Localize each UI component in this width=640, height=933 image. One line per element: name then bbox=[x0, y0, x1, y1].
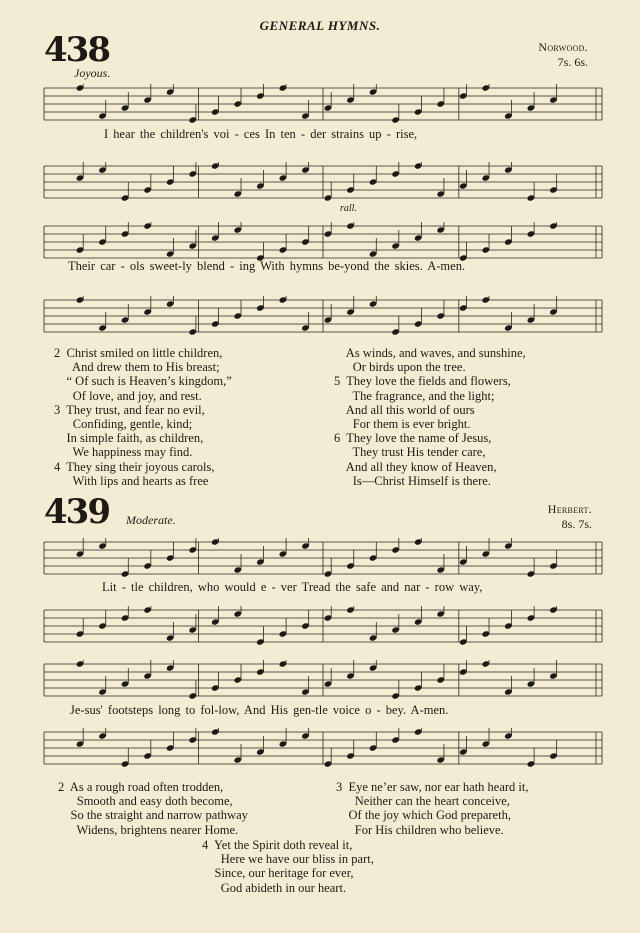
hymn-439-verses-center: 4 Yet the Spirit doth reveal it, Here we have our bliss in part, Since, our heritage for ever, God abideth in our heart. bbox=[202, 838, 374, 895]
hymn-439-lyric-line-1: Lit - tle children, who would e - ver Tread the safe and nar - row way, bbox=[102, 580, 483, 594]
hymn-number-438: 438 bbox=[44, 30, 109, 70]
hymn-439-tempo: Moderate. bbox=[126, 513, 176, 527]
hymn-439-tune-name: Herbert. bbox=[547, 502, 592, 516]
hymn-439-system-2-treble bbox=[40, 660, 606, 700]
hymn-439-lyric-line-2: Je-sus' footsteps long to fol-low, And His gen-tle voice o - bey. A-men. bbox=[70, 703, 449, 717]
hymn-438-verses-right: As winds, and waves, and sunshine, Or birds upon the tree. 5 They love the fields and flowers, The fragrance, and the light; And all this world of ours For them is ever bright. 6 They love the name of Jesus, They trust His tender care, And all they know of Heaven, Is—Christ Himself is there. bbox=[334, 346, 526, 488]
hymn-438-system-1-bass bbox=[40, 162, 606, 202]
hymn-438-tempo: Joyous. bbox=[74, 66, 111, 80]
hymn-438-verses-left: 2 Christ smiled on little children, And drew them to His breast; “ Of such is Heaven’s kingdom,” Of love, and joy, and rest. 3 They trust, and fear no evil, Confiding, gentle, kind; In simple faith, as children, We happiness may find. 4 They sing their joyous carols, With lips and hearts as free bbox=[54, 346, 232, 488]
page-header: GENERAL HYMNS. bbox=[259, 18, 381, 33]
hymn-438-tune-name: Norwood. bbox=[538, 40, 588, 54]
hymn-439-system-2-bass bbox=[40, 728, 606, 768]
hymn-439-tune bbox=[548, 502, 592, 532]
hymn-438-tune bbox=[538, 40, 588, 70]
hymn-439-verses-left: 2 As a rough road often trodden, Smooth and easy doth become, So the straight and narrow pathway Widens, brightens nearer Home. bbox=[58, 780, 248, 837]
hymn-439-system-1-bass bbox=[40, 606, 606, 646]
hymn-439-system-1-treble bbox=[40, 538, 606, 578]
hymn-438-system-2-treble bbox=[40, 222, 606, 262]
hymn-438-rall-mark: rall. bbox=[340, 203, 357, 214]
hymn-439-verses-right: 3 Eye ne’er saw, nor ear hath heard it, Neither can the heart conceive, Of the joy which God prepareth, For His children who believe. bbox=[336, 780, 529, 837]
hymn-438-lyric-line-2: Their car - ols sweet-ly blend - ing With hymns be-yond the skies. A-men. bbox=[68, 259, 466, 273]
hymn-438-system-2-bass bbox=[40, 296, 606, 336]
hymn-438-meter: 7s. 6s. bbox=[557, 55, 588, 69]
hymn-439-meter: 8s. 7s. bbox=[561, 517, 592, 531]
hymn-438-system-1-treble bbox=[40, 84, 606, 124]
hymn-number-439: 439 bbox=[44, 492, 109, 532]
hymn-438-lyric-line-1: I hear the children's voi - ces In ten - der strains up - rise, bbox=[104, 127, 418, 141]
